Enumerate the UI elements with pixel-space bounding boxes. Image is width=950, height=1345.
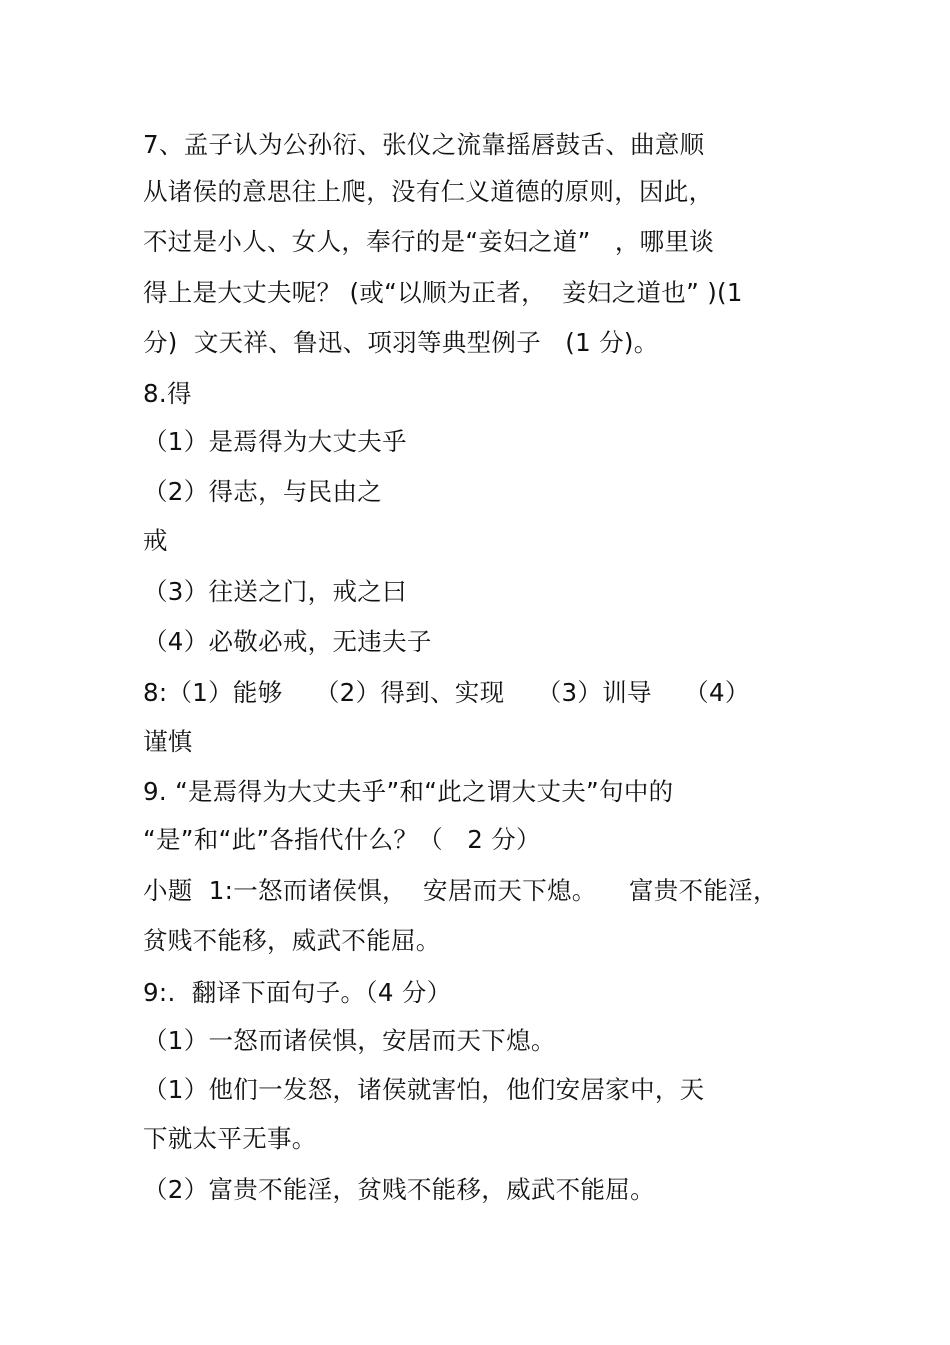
text-line: （1）他们一发怒，诸侯就害怕，他们安居家中，天 [143,1075,705,1104]
text-line: （1）是焉得为大丈夫乎 [143,427,407,456]
text-line: （3）往送之门，戒之曰 [143,577,407,606]
text-line: （4）必敬必戒，无违夫子 [143,627,432,656]
text-line: 9:. 翻译下面句子。（4 分） [143,978,452,1007]
text-line: （1）一怒而诸侯惧，安居而天下熄。 [143,1026,556,1055]
text-line: 7、孟子认为公孙衍、张仪之流靠摇唇鼓舌、曲意顺 [143,130,705,159]
text-line: 9. “是焉得为大丈夫乎”和“此之谓大丈夫”句中的 [143,777,674,806]
text-line: （2）富贵不能淫，贫贱不能移，威武不能屈。 [143,1175,655,1204]
text-line: （2）得志，与民由之 [143,477,383,506]
text-line: 戒 [143,526,168,555]
text-line: 从诸侯的意思往上爬，没有仁义道德的原则，因此， [143,177,714,206]
text-line: 不过是小人、女人，奉行的是“妾妇之道” ，哪里谈 [143,227,715,256]
text-line: 分) 文天祥、鲁迅、项羽等典型例子 (1 分)。 [143,328,659,357]
text-line: 8.得 [143,379,192,408]
text-line: 下就太平无事。 [143,1124,317,1153]
text-line: 得上是大丈夫呢？ (或“以顺为正者， 妾妇之道也” )(1 [143,278,743,307]
text-line: “是”和“此”各指代什么？（ 2 分） [143,825,541,854]
text-line: 8:（1）能够 （2）得到、实现 （3）训导 （4） [143,678,750,707]
text-line: 小题 1:一怒而诸侯惧， 安居而天下熄。 富贵不能淫， [143,876,778,905]
text-line: 谨慎 [143,727,193,756]
text-line: 贫贱不能移，威武不能屈。 [143,926,441,955]
